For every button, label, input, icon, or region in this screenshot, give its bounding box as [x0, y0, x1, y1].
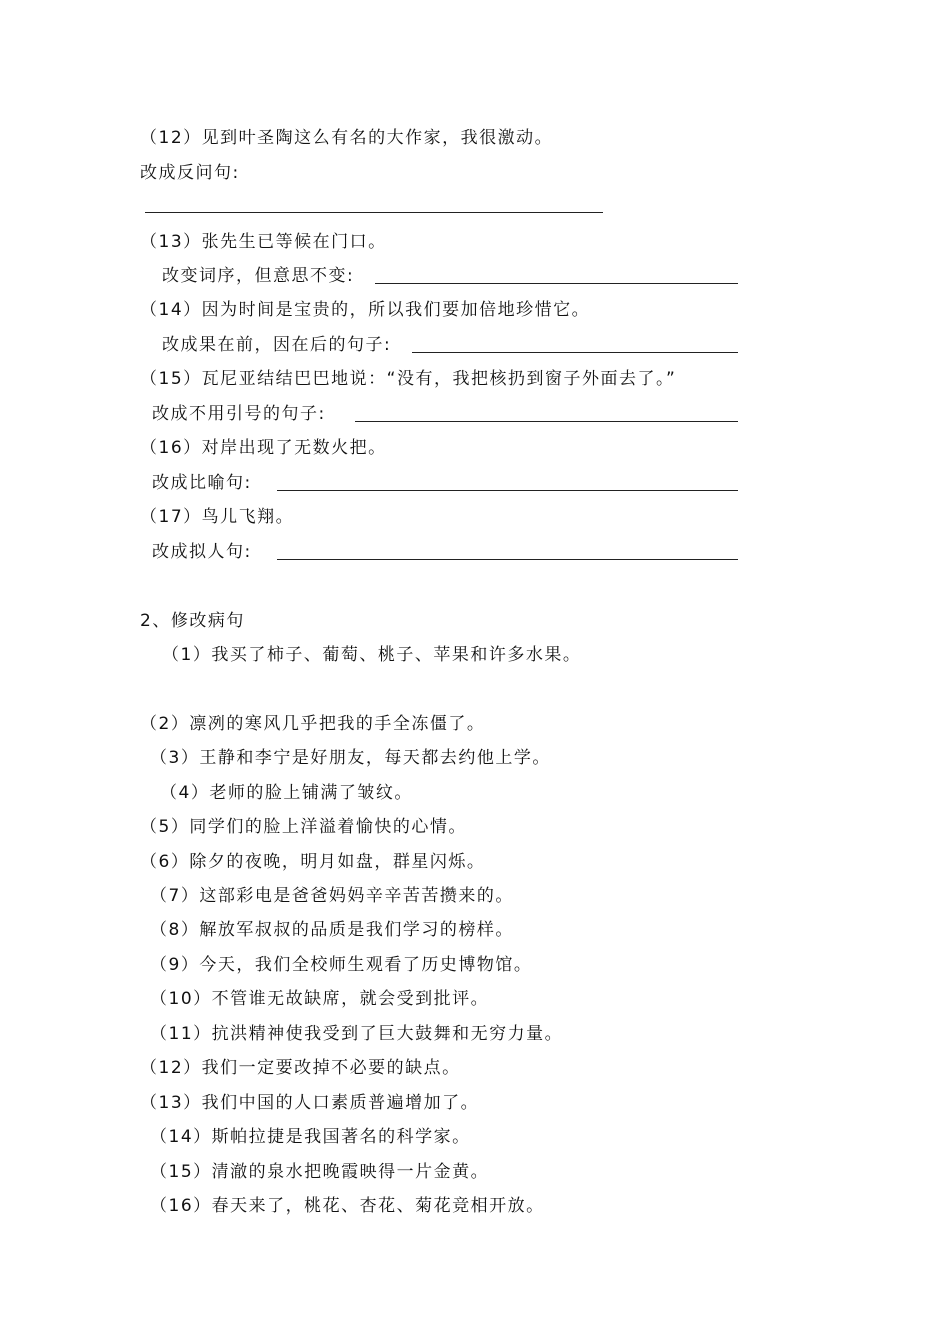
list-item: （5）同学们的脸上洋溢着愉快的心情。 — [140, 817, 467, 837]
list-item: （6）除夕的夜晚，明月如盘，群星闪烁。 — [140, 852, 486, 872]
list-item: （10）不管谁无故缺席，就会受到批评。 — [150, 989, 490, 1009]
q13-answer-line[interactable] — [375, 283, 738, 284]
section-heading: 2、修改病句 — [140, 611, 245, 631]
q14-prompt: 改成果在前，因在后的句子: — [162, 335, 392, 355]
q15-sentence: （15）瓦尼亚结结巴巴地说：“没有，我把核扔到窗子外面去了。” — [140, 369, 677, 389]
q12-sentence: （12）见到叶圣陶这么有名的大作家，我很激动。 — [140, 128, 554, 148]
list-item: （15）清澈的泉水把晚霞映得一片金黄。 — [150, 1162, 490, 1182]
q14-answer-line[interactable] — [412, 352, 738, 353]
q15-answer-line[interactable] — [355, 421, 738, 422]
q13-prompt: 改变词序，但意思不变: — [162, 266, 355, 286]
q16-answer-line[interactable] — [277, 490, 738, 491]
list-item: （13）我们中国的人口素质普遍增加了。 — [140, 1093, 480, 1113]
list-item: （14）斯帕拉捷是我国著名的科学家。 — [150, 1127, 471, 1147]
q17-prompt: 改成拟人句: — [152, 542, 252, 562]
q15-prompt: 改成不用引号的句子: — [152, 404, 326, 424]
list-item: （1）我买了柿子、葡萄、桃子、苹果和许多水果。 — [162, 645, 582, 665]
q13-sentence: （13）张先生已等候在门口。 — [140, 232, 387, 252]
q17-answer-line[interactable] — [277, 559, 738, 560]
q12-answer-line[interactable] — [145, 212, 603, 213]
q16-prompt: 改成比喻句: — [152, 473, 252, 493]
list-item: （4）老师的脸上铺满了皱纹。 — [160, 783, 413, 803]
list-item: （7）这部彩电是爸爸妈妈辛辛苦苦攒来的。 — [150, 886, 514, 906]
list-item: （12）我们一定要改掉不必要的缺点。 — [140, 1058, 461, 1078]
q17-sentence: （17）鸟儿飞翔。 — [140, 507, 295, 527]
list-item: （9）今天，我们全校师生观看了历史博物馆。 — [150, 955, 533, 975]
list-item: （3）王静和李宁是好朋友，每天都去约他上学。 — [150, 748, 551, 768]
list-item: （16）春天来了，桃花、杏花、菊花竞相开放。 — [150, 1196, 545, 1216]
list-item: （11）抗洪精神使我受到了巨大鼓舞和无穷力量。 — [150, 1024, 564, 1044]
list-item: （8）解放军叔叔的品质是我们学习的榜样。 — [150, 920, 514, 940]
list-item: （2）凛冽的寒风几乎把我的手全冻僵了。 — [140, 714, 486, 734]
q16-sentence: （16）对岸出现了无数火把。 — [140, 438, 387, 458]
q14-sentence: （14）因为时间是宝贵的，所以我们要加倍地珍惜它。 — [140, 300, 591, 320]
q12-prompt: 改成反问句: — [140, 163, 240, 183]
